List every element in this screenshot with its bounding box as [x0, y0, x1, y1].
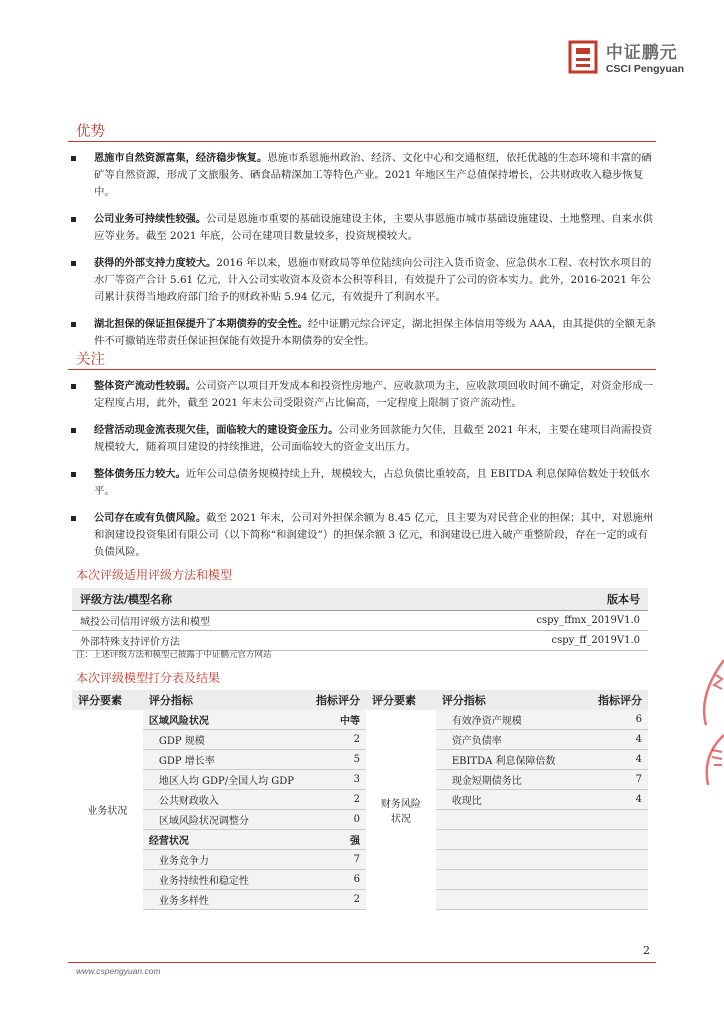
indicator-label [436, 870, 585, 890]
methods-note: 注：上述评级方法和模型已披露于中证鹏元官方网站 [76, 650, 272, 660]
concern-item: 公司存在或有负债风险。截至 2021 年末，公司对外担保余额为 8.45 亿元，且主要为对民营企业的担保；其中，对恩施州和润建设投资集团有限公司（以下简称“和润建设”）的担保余额 3 亿元，和润建设已进入破产重整阶段，存在一定的或有负债风险。 [68, 510, 656, 561]
indicator-label: 业务竞争力 [143, 850, 300, 870]
indicator-label [436, 850, 585, 870]
table-header: 版本号 [389, 588, 648, 611]
table-header: 指标评分 [584, 690, 648, 710]
group-label-right: 财务风险状况 [366, 710, 436, 910]
table-row [72, 710, 648, 730]
strengths-list [68, 150, 656, 360]
indicator-score [584, 850, 648, 870]
indicator-label [436, 810, 585, 830]
table-row [72, 730, 648, 750]
indicator-score [584, 870, 648, 890]
indicator-label: 有效净资产规模 [436, 710, 585, 730]
indicator-score: 中等 [300, 710, 366, 730]
page-number: 2 [643, 944, 650, 957]
table-row [72, 870, 648, 890]
indicator-label: 业务持续性和稳定性 [143, 870, 300, 890]
concern-item: 整体债务压力较大。近年公司总债务规模持续上升，规模较大，占总负债比重较高，且 EBITDA 利息保障倍数处于较低水平。 [68, 466, 656, 500]
strength-item: 获得的外部支持力度较大。2016 年以来，恩施市财政局等单位陆续向公司注入货币资金、应急供水工程、农村饮水项目的水厂等资产合计 5.61 亿元，计入公司实收资本及资本公积等科目，有效提升了公司的资本实力。此外，2016-2021 年公司累计获得当地政府部门给予的财政补贴 5.94 亿元，有效提升了利润水平。 [68, 255, 656, 306]
seal-stamp-fragment [696, 655, 724, 805]
concerns-list [68, 378, 656, 571]
strengths-title: 优势 [76, 124, 105, 140]
indicator-label: EBITDA 利息保障倍数 [436, 750, 585, 770]
strengths-rule [68, 141, 656, 142]
indicator-label: 地区人均 GDP/全国人均 GDP [143, 770, 300, 790]
indicator-score: 2 [300, 730, 366, 750]
indicator-score: 6 [584, 710, 648, 730]
indicator-label: 区域风险状况调整分 [143, 810, 300, 830]
footer-rule [68, 962, 656, 963]
score-table [72, 690, 648, 910]
logo-mark-icon [568, 40, 598, 74]
indicator-label: 业务多样性 [143, 890, 300, 910]
table-row [72, 830, 648, 850]
concern-item: 经营活动现金流表现欠佳，面临较大的建设资金压力。公司业务回款能力欠佳，且截至 2021 年末，主要在建项目尚需投资规模较大，随着项目建设的持续推进，公司面临较大的资金支出压力。 [68, 422, 656, 456]
indicator-score [584, 830, 648, 850]
table-row [72, 810, 648, 830]
indicator-score: 强 [300, 830, 366, 850]
indicator-label: 经营状况 [143, 830, 300, 850]
indicator-label: 现金短期债务比 [436, 770, 585, 790]
indicator-score: 5 [300, 750, 366, 770]
indicator-label: 收现比 [436, 790, 585, 810]
bullet-icon [71, 428, 76, 433]
bullet-icon [71, 472, 76, 477]
indicator-score: 0 [300, 810, 366, 830]
table-header: 评分指标 [143, 690, 300, 710]
company-logo [568, 38, 684, 75]
table-row [72, 750, 648, 770]
indicator-score: 2 [300, 890, 366, 910]
indicator-score: 2 [300, 790, 366, 810]
indicator-label: 公共财政收入 [143, 790, 300, 810]
methods-table-title: 本次评级适用评级方法和模型 [76, 568, 233, 582]
indicator-label: 区域风险状况 [143, 710, 300, 730]
table-header: 评分要素 [72, 690, 143, 710]
indicator-score [584, 810, 648, 830]
table-row: 外部特殊支持评价方法 cspy_ff_2019V1.0 [72, 631, 648, 651]
indicator-label [436, 830, 585, 850]
table-header: 评级方法/模型名称 [72, 588, 389, 611]
concerns-title: 关注 [76, 352, 105, 368]
bullet-icon [71, 156, 76, 161]
indicator-score: 6 [300, 870, 366, 890]
strength-item: 恩施市自然资源富集，经济稳步恢复。恩施市系恩施州政治、经济、文化中心和交通枢纽，依托优越的生态环境和丰富的硒矿等自然资源，形成了文旅服务、硒食品精深加工等特色产业。2021 年地区生产总值保持增长，公共财政收入稳步恢复中。 [68, 150, 656, 201]
table-header: 评分指标 [436, 690, 585, 710]
logo-en: CSCI Pengyuan [605, 63, 684, 75]
concern-item: 整体资产流动性较弱。公司资产以项目开发成本和投资性房地产、应收款项为主，应收款项回收时间不确定，对资金形成一定程度占用，此外，截至 2021 年末公司受限资产占比偏高，一定程度上限制了资产流动性。 [68, 378, 656, 412]
indicator-score: 3 [300, 770, 366, 790]
indicator-score: 4 [584, 730, 648, 750]
indicator-score: 4 [584, 750, 648, 770]
indicator-label: 资产负债率 [436, 730, 585, 750]
bullet-icon [71, 261, 76, 266]
bullet-icon [71, 384, 76, 389]
table-row [72, 890, 648, 910]
indicator-score: 7 [300, 850, 366, 870]
bullet-icon [71, 322, 76, 327]
indicator-label: GDP 增长率 [143, 750, 300, 770]
table-row [72, 850, 648, 870]
strength-item: 湖北担保的保证担保提升了本期债券的安全性。经中证鹏元综合评定，湖北担保主体信用等级为 AAA，由其提供的全额无条件不可撤销连带责任保证担保能有效提升本期债券的安全性。 [68, 316, 656, 350]
table-row [72, 770, 648, 790]
table-row [72, 790, 648, 810]
strength-item: 公司业务可持续性较强。公司是恩施市重要的基础设施建设主体，主要从事恩施市城市基础设施建设、土地整理、自来水供应等业务。截至 2021 年底，公司在建项目数量较多，投资规模较大。 [68, 211, 656, 245]
table-header: 指标评分 [300, 690, 366, 710]
indicator-score [584, 890, 648, 910]
indicator-label [436, 890, 585, 910]
footer-url: www.cspengyuan.com [76, 966, 161, 976]
indicator-label: GDP 规模 [143, 730, 300, 750]
table-row: 城投公司信用评级方法和模型 cspy_ffmx_2019V1.0 [72, 611, 648, 631]
logo-cn: 中证鹏元 [605, 43, 678, 63]
score-table-title: 本次评级模型打分表及结果 [76, 671, 221, 685]
methods-table [72, 588, 648, 651]
group-label-left: 业务状况 [72, 710, 143, 910]
bullet-icon [71, 516, 76, 521]
indicator-score: 7 [584, 770, 648, 790]
indicator-score: 4 [584, 790, 648, 810]
table-header: 评分要素 [366, 690, 436, 710]
concerns-rule [68, 369, 656, 370]
bullet-icon [71, 217, 76, 222]
